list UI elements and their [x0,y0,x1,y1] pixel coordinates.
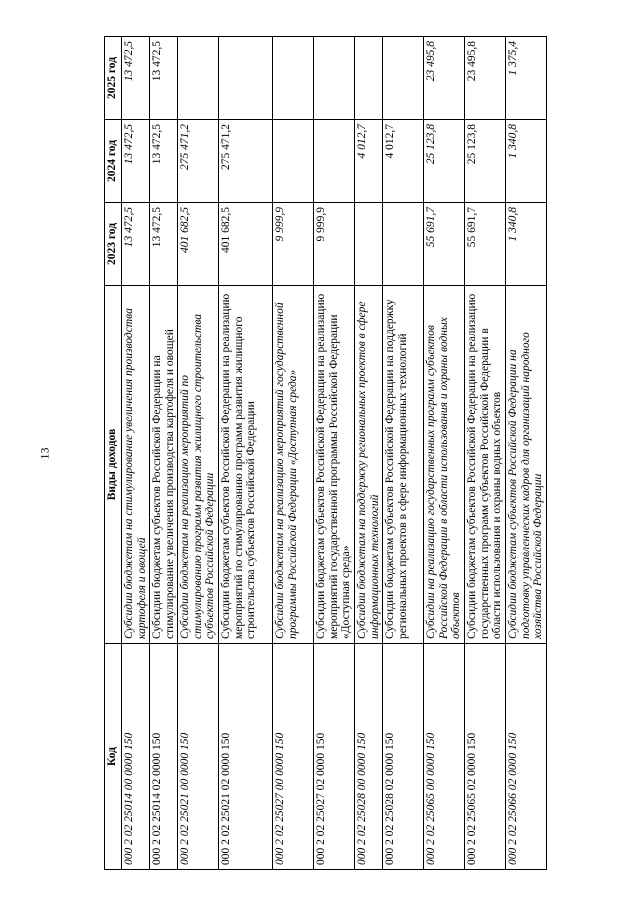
header-code: Код [105,644,122,870]
table-row [383,37,424,870]
table-row [314,37,355,870]
row-name: Субсидии бюджетам на реализацию мероприятий по стимулированию программ развития жилищного строительства субъектов Российской Федерации [178,286,219,644]
table-row [150,37,178,870]
row-value-2025 [273,37,314,120]
row-value-2024 [314,120,355,203]
row-name: Субсидии бюджетам субъектов Российской Федерации на стимулирование увеличения производства картофеля и овощей [150,286,178,644]
row-value-2023: 55 691,7 [465,203,506,286]
row-value-2025: 13 472,5 [150,37,178,120]
row-name: Субсидии бюджетам субъектов Российской Федерации на реализацию государственных программ субъектов Российской Федерации в области использования и охраны водных объектов [465,286,506,644]
row-value-2025 [178,37,219,120]
row-value-2024: 4 012,7 [383,120,424,203]
row-value-2024: 25 123,8 [465,120,506,203]
row-code: 000 2 02 25065 02 0000 150 [465,644,506,870]
page-number: 13 [37,447,52,460]
row-value-2023 [355,203,383,286]
row-value-2023: 55 691,7 [424,203,465,286]
table-row [273,37,314,870]
row-value-2025: 23 495,8 [465,37,506,120]
row-name: Субсидии бюджетам на стимулирование увеличения производства картофеля и овощей [122,286,150,644]
table-row [424,37,465,870]
header-2025: 2025 год [105,37,122,120]
row-value-2025 [355,37,383,120]
row-value-2025 [314,37,355,120]
table-row [178,37,219,870]
row-value-2025: 23 495,8 [424,37,465,120]
row-value-2024: 275 471,2 [178,120,219,203]
row-value-2023: 13 472,5 [122,203,150,286]
row-value-2023: 9 999,9 [273,203,314,286]
row-value-2025: 1 375,4 [506,37,547,120]
rotated-table-container [104,36,572,870]
row-code: 000 2 02 25014 00 0000 150 [122,644,150,870]
row-value-2025: 13 472,5 [122,37,150,120]
row-value-2024: 4 012,7 [355,120,383,203]
row-value-2023 [383,203,424,286]
row-name: Субсидии бюджетам субъектов Российской Федерации на реализацию мероприятий по стимулированию программ развития жилищного строительства субъектов Российской Федерации [219,286,273,644]
row-value-2023: 1 340,8 [506,203,547,286]
row-name: Субсидии бюджетам субъектов Российской Федерации на поддержку региональных проектов в сфере информационных технологий [383,286,424,644]
row-value-2024: 13 472,5 [150,120,178,203]
row-code: 000 2 02 25066 02 0000 150 [506,644,547,870]
table-header-row [105,37,122,870]
row-value-2024: 1 340,8 [506,120,547,203]
table-row [219,37,273,870]
row-value-2024: 275 471,2 [219,120,273,203]
row-value-2023: 401 682,5 [178,203,219,286]
row-name: Субсидии бюджетам на реализацию мероприятий государственной программы Российской Федерации «Доступная среда» [273,286,314,644]
header-2024: 2024 год [105,120,122,203]
row-code: 000 2 02 25065 00 0000 150 [424,644,465,870]
table-row [355,37,383,870]
row-value-2025 [219,37,273,120]
row-code: 000 2 02 25027 02 0000 150 [314,644,355,870]
row-code: 000 2 02 25027 00 0000 150 [273,644,314,870]
row-value-2023: 401 682,5 [219,203,273,286]
row-name: Субсидии бюджетам на поддержку региональных проектов в сфере информационных технологий [355,286,383,644]
row-value-2023: 13 472,5 [150,203,178,286]
row-code: 000 2 02 25021 02 0000 150 [219,644,273,870]
row-code: 000 2 02 25014 02 0000 150 [150,644,178,870]
revenue-table [104,36,547,870]
table-row [465,37,506,870]
row-name: Субсидии на реализацию государственных программ субъектов Российской Федерации в области использования и охраны водных объектов [424,286,465,644]
row-value-2025 [383,37,424,120]
row-name: Субсидии бюджетам субъектов Российской Федерации на реализацию мероприятий государственной программы Российской Федерации «Доступная среда» [314,286,355,644]
table-row [122,37,150,870]
row-code: 000 2 02 25028 02 0000 150 [383,644,424,870]
row-value-2023: 9 999,9 [314,203,355,286]
row-code: 000 2 02 25021 00 0000 150 [178,644,219,870]
row-code: 000 2 02 25028 00 0000 150 [355,644,383,870]
row-value-2024: 25 123,8 [424,120,465,203]
row-value-2024 [273,120,314,203]
row-name: Субсидии бюджетам субъектов Российской Федерации на подготовку управленческих кадров для организаций народного хозяйства Российской Федерации [506,286,547,644]
table-row [506,37,547,870]
header-2023: 2023 год [105,203,122,286]
row-value-2024: 13 472,5 [122,120,150,203]
header-name: Виды доходов [105,286,122,644]
